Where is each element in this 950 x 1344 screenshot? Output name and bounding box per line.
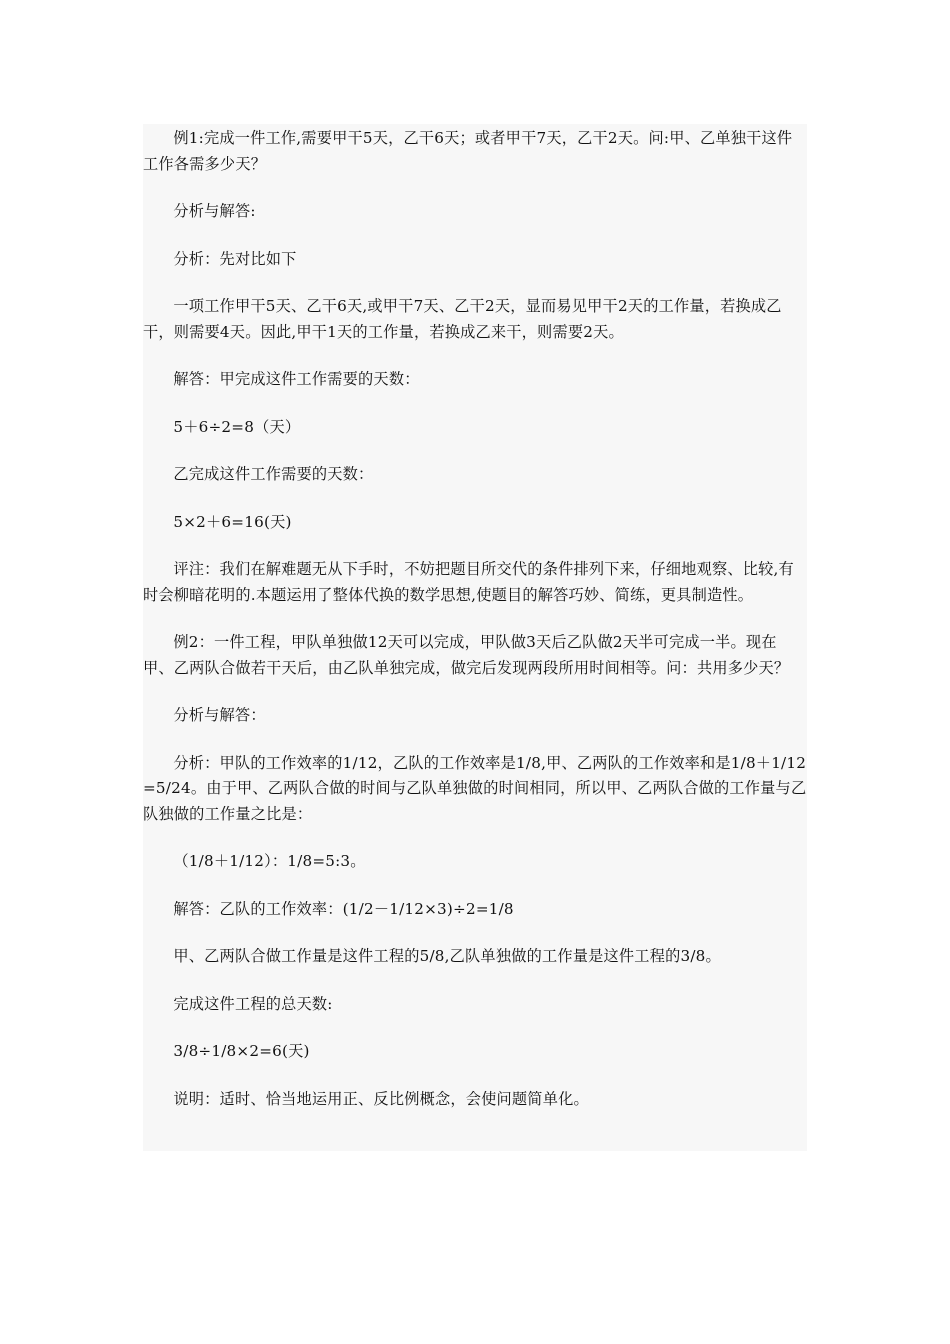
analysis-intro-1: 分析：先对比如下 xyxy=(173,249,297,268)
answer-a-formula: 5＋6÷2=8（天） xyxy=(173,417,301,436)
answer-2-total-intro: 完成这件工程的总天数: xyxy=(173,994,333,1013)
content-block xyxy=(143,124,807,1151)
commentary-1: 评注：我们在解难题无从下手时，不妨把题目所交代的条件排列下来，仔细地观察、比较,有时会柳暗花明的.本题运用了整体代换的数学思想,使题目的解答巧妙、简练，更具制造性。 xyxy=(143,560,794,604)
ratio-formula: （1/8＋1/12）：1/8=5:3。 xyxy=(173,852,366,870)
answer-b-formula: 5×2＋6=16(天) xyxy=(173,512,292,531)
example-2-question: 例2：一件工程，甲队单独做12天可以完成，甲队做3天后乙队做2天半可完成一半。现在甲、乙两队合做若干天后，由乙队单独完成，做完后发现两段所用时间相等。问：共用多少天？ xyxy=(143,633,790,677)
explanation-note: 说明：适时、恰当地运用正、反比例概念，会使问题简单化。 xyxy=(173,1089,589,1108)
answer-2-workload: 甲、乙两队合做工作量是这件工程的5/8,乙队单独做的工作量是这件工程的3/8。 xyxy=(173,947,721,965)
answer-a-intro: 解答：甲完成这件工作需要的天数： xyxy=(173,370,420,388)
answer-2-total-formula: 3/8÷1/8×2=6(天) xyxy=(173,1042,310,1060)
answer-2-efficiency: 解答：乙队的工作效率：(1/2－1/12×3)÷2=1/8 xyxy=(173,899,514,918)
analysis-heading-1: 分析与解答: xyxy=(173,202,256,220)
analysis-heading-2: 分析与解答： xyxy=(173,706,266,724)
analysis-text-1: 一项工作甲干5天、乙干6天,或甲干7天、乙干2天，显而易见甲干2天的工作量，若换成乙干，则需要4天。因此,甲干1天的工作量，若换成乙来干，则需要2天。 xyxy=(143,297,782,341)
answer-b-intro: 乙完成这件工作需要的天数： xyxy=(173,465,374,483)
example-1-question: 例1:完成一件工作,需要甲干5天，乙干6天；或者甲干7天，乙干2天。问:甲、乙单独干这件工作各需多少天？ xyxy=(143,129,793,173)
analysis-text-2: 分析：甲队的工作效率的1/12，乙队的工作效率是1/8,甲、乙两队的工作效率和是1/8＋1/12=5/24。由于甲、乙两队合做的时间与乙队单独做的时间相同，所以甲、乙两队合做的工作量与乙队独做的工作量之比是： xyxy=(143,753,807,823)
